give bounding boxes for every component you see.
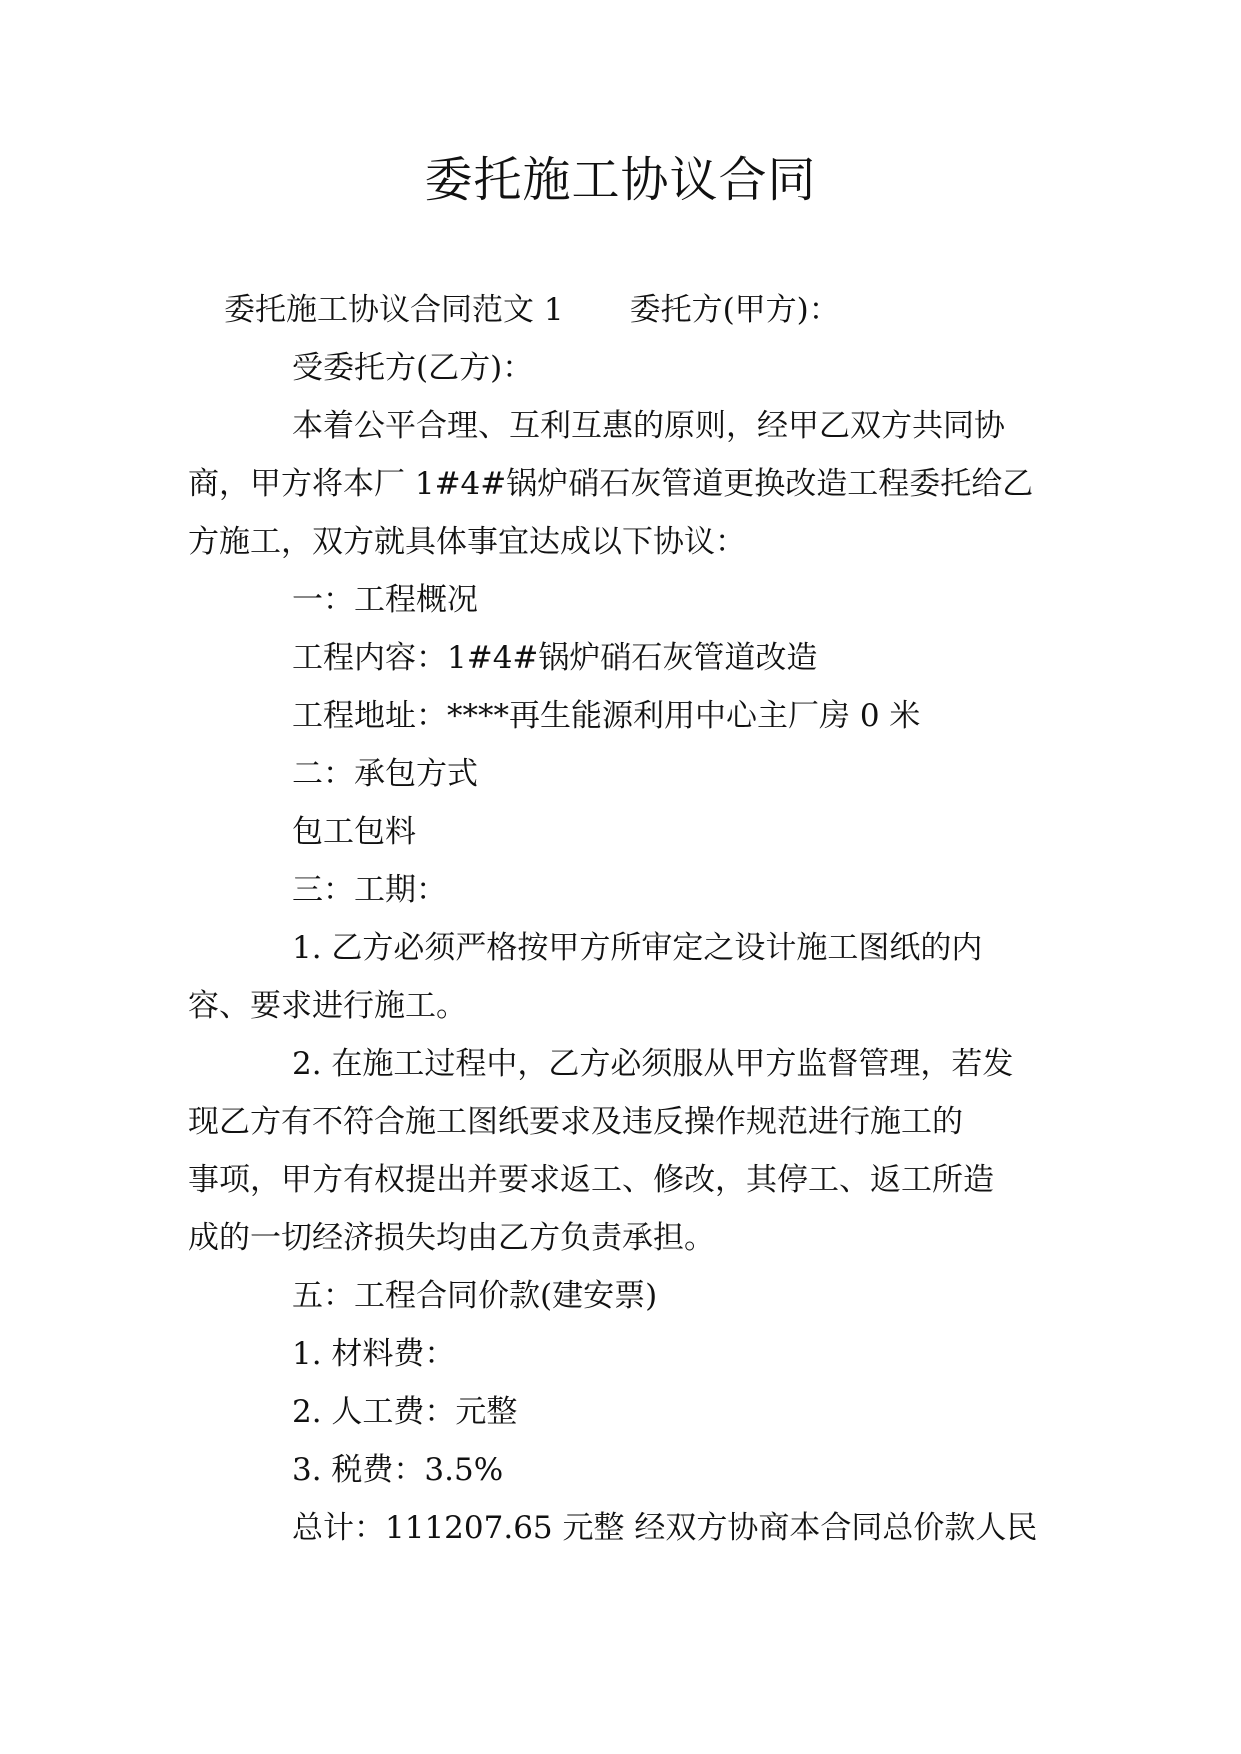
document-line: 本着公平合理、互利互惠的原则，经甲乙双方共同协 (292, 408, 1005, 444)
document-line: 工程内容：1#4#锅炉硝石灰管道改造 (292, 640, 818, 676)
document-line: 2. 在施工过程中，乙方必须服从甲方监督管理，若发 (292, 1046, 1014, 1082)
document-line: 1. 乙方必须严格按甲方所审定之设计施工图纸的内 (292, 930, 983, 966)
document-line: 总计：111207.65 元整 经双方协商本合同总价款人民 (292, 1510, 1038, 1546)
document-body (188, 281, 1058, 1557)
document-line: 二：承包方式 (292, 756, 478, 792)
document-line (188, 281, 1058, 339)
document-line: 3. 税费：3.5% (292, 1452, 504, 1488)
document-line: 1. 材料费： (292, 1336, 456, 1372)
document-line: 方施工，双方就具体事宜达成以下协议： (188, 524, 746, 560)
document-line: 工程地址：****再生能源利用中心主厂房 0 米 (292, 698, 921, 734)
document-line: 一：工程概况 (292, 582, 478, 618)
document-line: 商，甲方将本厂 1#4#锅炉硝石灰管道更换改造工程委托给乙 (188, 466, 1034, 502)
document-line: 成的一切经济损失均由乙方负责承担。 (188, 1220, 715, 1256)
document-line: 事项，甲方有权提出并要求返工、修改，其停工、返工所造 (188, 1162, 994, 1198)
document-line: 三：工期： (292, 872, 447, 908)
document-line: 受委托方(乙方)： (292, 350, 534, 386)
document-line: 2. 人工费：元整 (292, 1394, 518, 1430)
contract-sample-label: 委托施工协议合同范文 1 (224, 292, 564, 328)
document-line: 现乙方有不符合施工图纸要求及违反操作规范进行施工的 (188, 1104, 963, 1140)
document-line: 包工包料 (292, 814, 416, 850)
document-line: 五：工程合同价款(建安票) (292, 1278, 658, 1314)
party-a-label: 委托方(甲方)： (629, 292, 840, 328)
document-title: 委托施工协议合同 (424, 152, 817, 208)
document-line: 容、要求进行施工。 (188, 988, 467, 1024)
